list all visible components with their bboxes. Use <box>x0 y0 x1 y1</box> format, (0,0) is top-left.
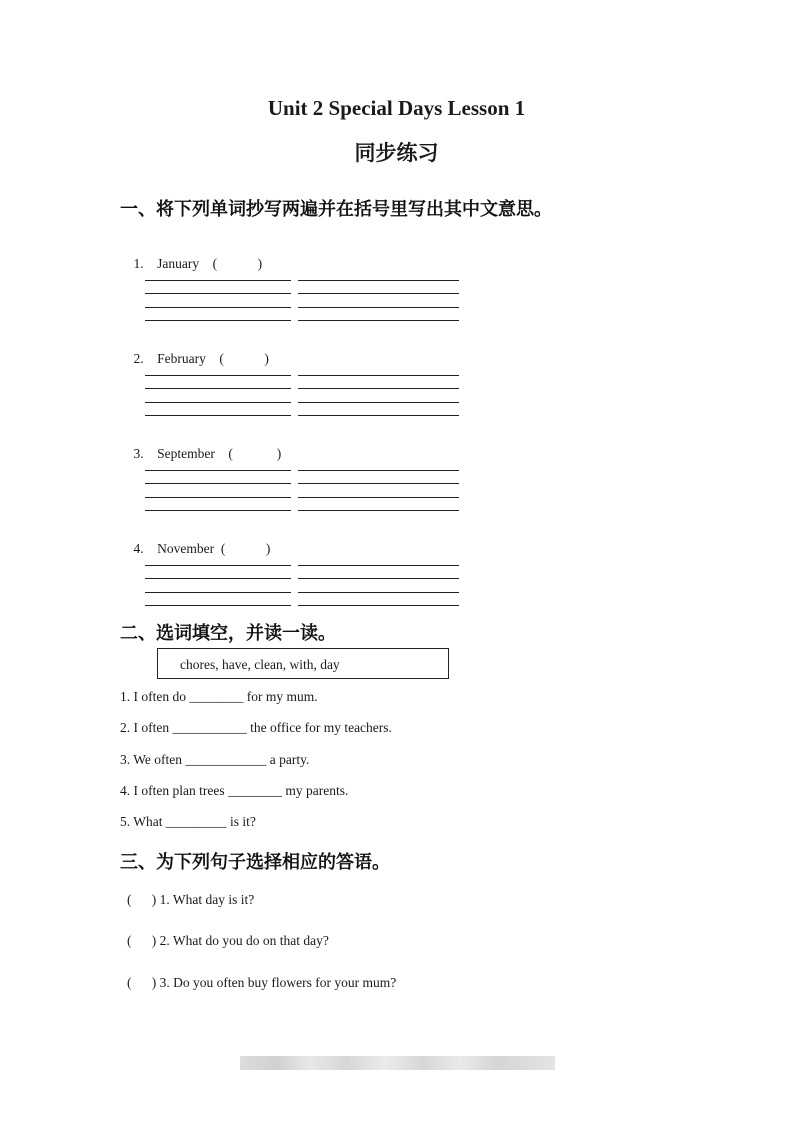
item-word: September <box>157 446 215 461</box>
page-title: Unit 2 Special Days Lesson 1 <box>267 96 526 120</box>
item-word: February <box>157 351 206 366</box>
item-paren: ( ) <box>228 446 282 461</box>
match-item-1: ( ) 1. What day is it? <box>127 892 255 907</box>
writing-line <box>145 470 291 471</box>
section1-heading: 一、将下列单词抄写两遍并在括号里写出其中文意思。 <box>120 199 552 220</box>
writing-line <box>298 388 459 389</box>
writing-line <box>298 578 459 579</box>
writing-line <box>145 483 291 484</box>
writing-line <box>298 280 459 281</box>
writing-line <box>145 307 291 308</box>
writing-line <box>298 605 459 606</box>
item-number: 2. <box>133 351 144 366</box>
writing-line <box>145 402 291 403</box>
fill-blank-item-4: 4. I often plan trees ________ my parents. <box>120 783 349 798</box>
fill-blank-item-1: 1. I often do ________ for my mum. <box>120 689 318 704</box>
writing-line <box>298 293 459 294</box>
item-paren: ( ) <box>220 541 271 556</box>
blurred-footer-watermark <box>240 1056 555 1070</box>
item-paren: ( ) <box>219 351 269 366</box>
writing-line <box>145 497 291 498</box>
page-subtitle: 同步练习 <box>354 141 439 165</box>
writing-line <box>145 375 291 376</box>
match-item-2: ( ) 2. What do you do on that day? <box>127 933 329 948</box>
writing-line <box>298 402 459 403</box>
writing-line <box>145 293 291 294</box>
item-number: 1. <box>133 256 144 271</box>
writing-line <box>298 307 459 308</box>
fill-blank-item-2: 2. I often ___________ the office for my teachers. <box>120 720 392 735</box>
writing-line <box>145 415 291 416</box>
item-paren: ( ) <box>212 256 263 271</box>
writing-line <box>145 320 291 321</box>
writing-line <box>298 592 459 593</box>
section3-heading: 三、为下列句子选择相应的答语。 <box>120 852 390 873</box>
word-bank-box: chores, have, clean, with, day <box>157 648 449 679</box>
writing-line <box>145 280 291 281</box>
writing-line <box>298 375 459 376</box>
writing-line <box>145 510 291 511</box>
writing-line <box>145 605 291 606</box>
item-number: 3. <box>133 446 144 461</box>
writing-line <box>298 510 459 511</box>
writing-line <box>298 483 459 484</box>
item-word: November <box>157 541 215 556</box>
writing-line <box>298 470 459 471</box>
writing-line <box>298 415 459 416</box>
writing-line <box>145 388 291 389</box>
writing-line <box>145 592 291 593</box>
writing-line <box>298 565 459 566</box>
writing-line <box>145 565 291 566</box>
writing-line <box>298 320 459 321</box>
writing-line <box>145 578 291 579</box>
item-word: January <box>157 256 200 271</box>
fill-blank-item-5: 5. What _________ is it? <box>120 814 256 829</box>
fill-blank-item-3: 3. We often ____________ a party. <box>120 752 310 767</box>
item-number: 4. <box>133 541 144 556</box>
match-item-3: ( ) 3. Do you often buy flowers for your mum? <box>127 975 397 990</box>
section2-heading: 二、选词填空，并读一读。 <box>120 623 336 644</box>
writing-line <box>298 497 459 498</box>
